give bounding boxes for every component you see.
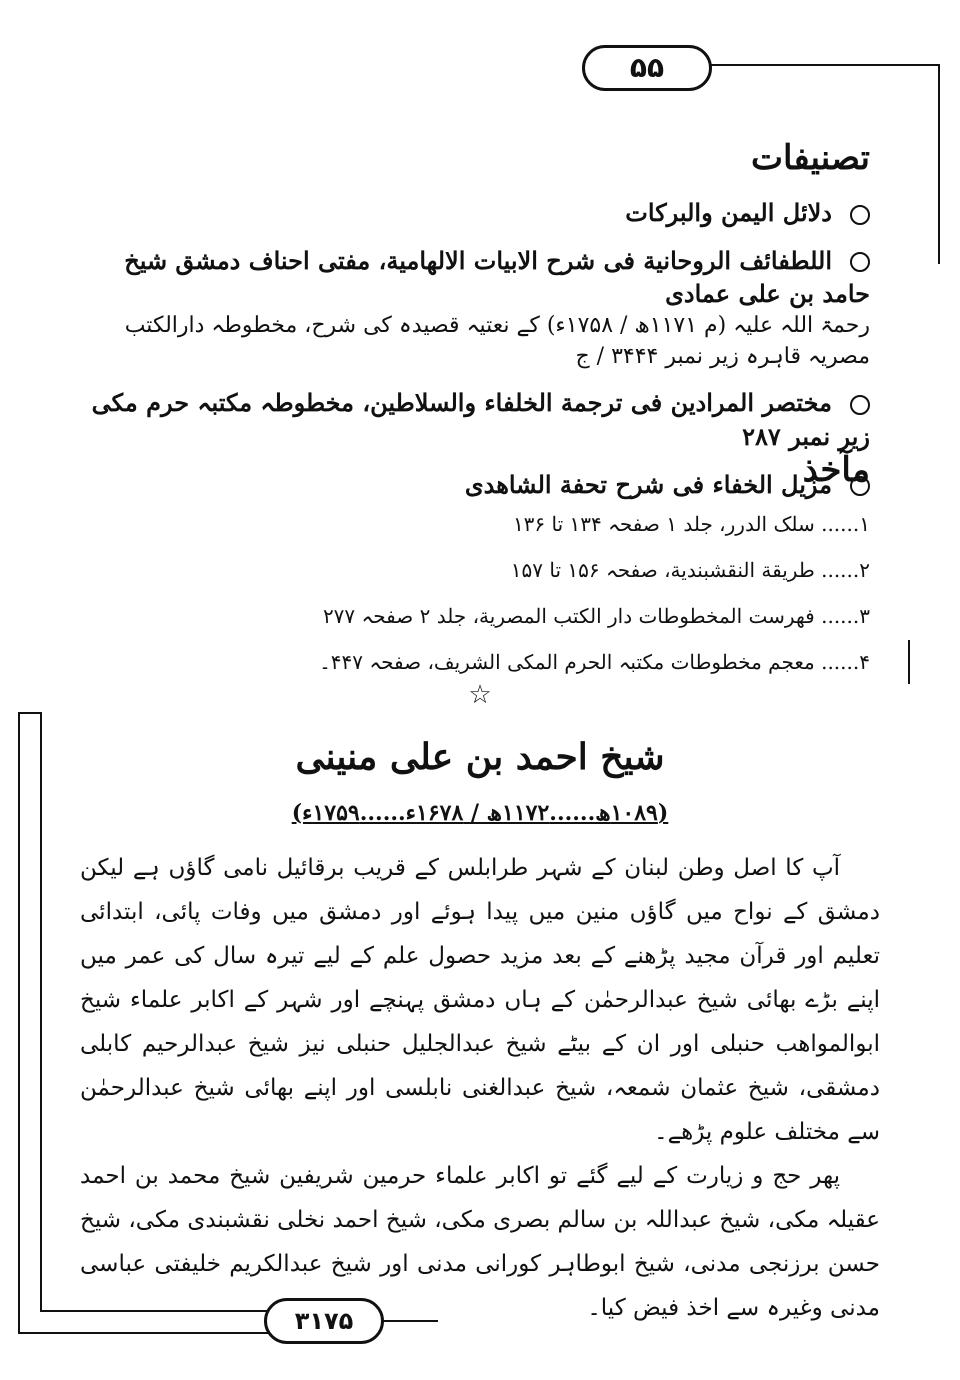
paragraph: پھر حج و زیارت کے لیے گئے تو اکابر علماء حرمین شریفین شیخ محمد بن احمد عقیلہ مکی، شیخ عبداللہ بن سالم بصری مکی، شیخ احمد نخلی نقشبندی مکی، شیخ حسن برزنجی مدنی، شیخ ابوطاہر کورانی مدنی اور شیخ عبدالکریم خلیفتی عباسی مدنی وغیرہ سے اخذ فیض کیا۔ bbox=[80, 1163, 880, 1321]
list-item: دلائل الیمن والبرکات bbox=[80, 196, 870, 230]
upper-side-rule bbox=[908, 640, 910, 684]
sources-title: مآخذ bbox=[802, 450, 870, 490]
circle-bullet-icon bbox=[850, 252, 870, 272]
source-item: ۲...... طریقة النقشبندیة، صفحہ ۱۵۶ تا ۱۵۷ bbox=[510, 558, 870, 582]
source-item: ۴...... معجم مخطوطات مکتبہ الحرم المکی الشریف، صفحہ ۴۴۷۔ bbox=[319, 650, 870, 674]
list-item: اللطفائف الروحانیة فی شرح الابیات الالھامیة، مفتی احناف دمشق شیخ حامد بن علی عمادی رحمۃ اللہ علیہ (م ۱۱۷۱ھ / ۱۷۵۸ء) کے نعتیہ قصیدہ کی شرح، مخطوطہ دارالکتب مصریہ قاہرہ زیر نمبر ۳۴۴۴ / ج bbox=[80, 244, 870, 373]
source-item: ۱...... سلک الدرر، جلد ۱ صفحہ ۱۳۴ تا ۱۳۶ bbox=[512, 512, 870, 536]
circle-bullet-icon bbox=[850, 205, 870, 225]
works-title: تصنیفات bbox=[750, 138, 870, 178]
list-item-detail: رحمۃ اللہ علیہ (م ۱۱۷۱ھ / ۱۷۵۸ء) کے نعتیہ قصیدہ کی شرح، مخطوطہ دارالکتب مصریہ قاہرہ زیر نمبر ۳۴۴۴ / ج bbox=[124, 312, 870, 369]
source-item: ۳...... فھرست المخطوطات دار الکتب المصریة، جلد ۲ صفحہ ۲۷۷ bbox=[322, 604, 870, 628]
page-number-top: ۵۵ bbox=[582, 45, 712, 91]
biography-title: شیخ احمد بن علی منینی bbox=[295, 736, 665, 778]
header-rule-vertical bbox=[938, 64, 940, 264]
header-rule bbox=[700, 64, 940, 66]
star-separator: ☆ bbox=[468, 680, 492, 710]
frame-top-segment bbox=[18, 712, 40, 714]
frame-outer-bottom bbox=[18, 1332, 268, 1334]
circle-bullet-icon bbox=[850, 395, 870, 415]
frame-inner-left bbox=[40, 712, 42, 1310]
biography-body bbox=[80, 846, 880, 1330]
list-item: مزیل الخفاء فی شرح تحفة الشاھدی bbox=[80, 468, 870, 502]
paragraph: آپ کا اصل وطن لبنان کے شہر طرابلس کے قریب برقائیل نامی گاؤں ہے لیکن دمشق کے نواح میں گاؤں منین میں پیدا ہوئے اور دمشق میں وفات پائی، ابتدائی تعلیم اور قرآن مجید پڑھنے کے بعد مزید حصول علم کے لیے تیرہ سال کی عمر میں اپنے بڑے بھائی شیخ عبدالرحمٰن کے ہاں دمشق پہنچے اور شہر کے اکابر علماء شیخ ابوالمواھب حنبلی اور ان کے بیٹے شیخ عبدالجلیل حنبلی نیز شیخ عبدالرحیم کابلی دمشقی، شیخ عثمان شمعہ، شیخ عبدالغنی نابلسی اور اپنے بھائی شیخ عبدالرحمٰن سے مختلف علوم پڑھے۔ bbox=[80, 855, 880, 1145]
biography-dates: (۱۰۸۹ھ......۱۱۷۲ھ / ۱۶۷۸ء......۱۷۵۹ء) bbox=[291, 800, 669, 826]
sources-list bbox=[270, 512, 870, 696]
page-number-bottom: ۳۱۷۵ bbox=[264, 1298, 384, 1344]
frame-outer-left bbox=[18, 712, 20, 1332]
list-item: مختصر المرادین فی ترجمة الخلفاء والسلاطین، مخطوطہ مکتبہ حرم مکی زیر نمبر ۲۸۷ bbox=[91, 388, 870, 451]
